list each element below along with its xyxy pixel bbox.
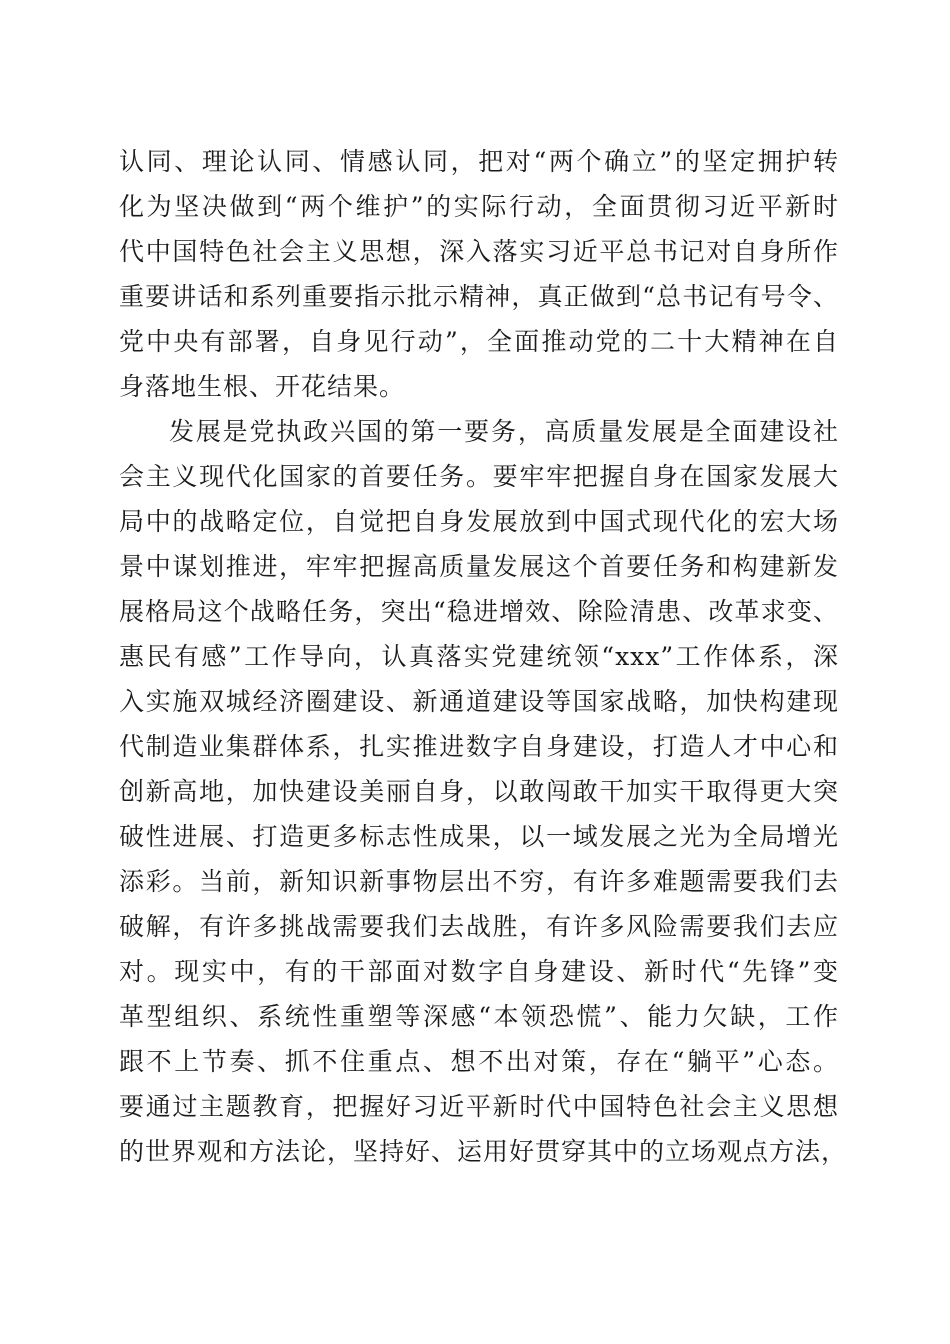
paragraph-line: 的世界观和方法论，坚持好、运用好贯穿其中的立场观点方法， — [119, 1137, 848, 1166]
paragraph-line: 入实施双城经济圈建设、新通道建设等国家战略，加快构建现 — [119, 687, 839, 716]
paragraph-line: 会主义现代化国家的首要任务。要牢牢把握自身在国家发展大 — [119, 462, 839, 491]
paragraph-line: 展格局这个战略任务，突出“稳进增效、除险清患、改革求变、 — [119, 597, 839, 626]
paragraph-1 — [119, 139, 839, 409]
paragraph-line: 景中谋划推进，牢牢把握高质量发展这个首要任务和构建新发 — [119, 552, 839, 581]
paragraph-line: 认同、理论认同、情感认同，把对“两个确立”的坚定拥护转 — [119, 147, 839, 176]
paragraph-line: 破性进展、打造更多标志性成果，以一域发展之光为全局增光 — [119, 822, 839, 851]
paragraph-line: 身落地生根、开花结果。 — [119, 372, 406, 401]
paragraph-line: 创新高地，加快建设美丽自身，以敢闯敢干加实干取得更大突 — [119, 777, 839, 806]
paragraph-line: 发展是党执政兴国的第一要务，高质量发展是全面建设社 — [169, 417, 839, 446]
paragraph-line: 破解，有许多挑战需要我们去战胜，有许多风险需要我们去应 — [119, 912, 839, 941]
paragraph-line: 局中的战略定位，自觉把自身发展放到中国式现代化的宏大场 — [119, 507, 839, 536]
paragraph-line: 对。现实中，有的干部面对数字自身建设、新时代“先锋”变 — [119, 957, 839, 986]
paragraph-line: 代制造业集群体系，扎实推进数字自身建设，打造人才中心和 — [119, 732, 839, 761]
paragraph-line: 要通过主题教育，把握好习近平新时代中国特色社会主义思想 — [119, 1092, 839, 1121]
paragraph-line: 添彩。当前，新知识新事物层出不穷，有许多难题需要我们去 — [119, 867, 839, 896]
paragraph-2 — [119, 409, 848, 1174]
paragraph-line: 重要讲话和系列重要指示批示精神，真正做到“总书记有号令、 — [119, 282, 839, 311]
paragraph-line: 惠民有感”工作导向，认真落实党建统领“xxx”工作体系，深 — [119, 642, 839, 671]
paragraph-line: 跟不上节奏、抓不住重点、想不出对策，存在“躺平”心态。 — [119, 1047, 839, 1076]
paragraph-line: 党中央有部署，自身见行动”，全面推动党的二十大精神在自 — [119, 327, 839, 356]
paragraph-line: 化为坚决做到“两个维护”的实际行动，全面贯彻习近平新时 — [119, 192, 839, 221]
paragraph-line: 代中国特色社会主义思想，深入落实习近平总书记对自身所作 — [119, 237, 839, 266]
paragraph-line: 革型组织、系统性重塑等深感“本领恐慌”、能力欠缺，工作 — [119, 1002, 839, 1031]
document-body — [119, 139, 848, 1174]
